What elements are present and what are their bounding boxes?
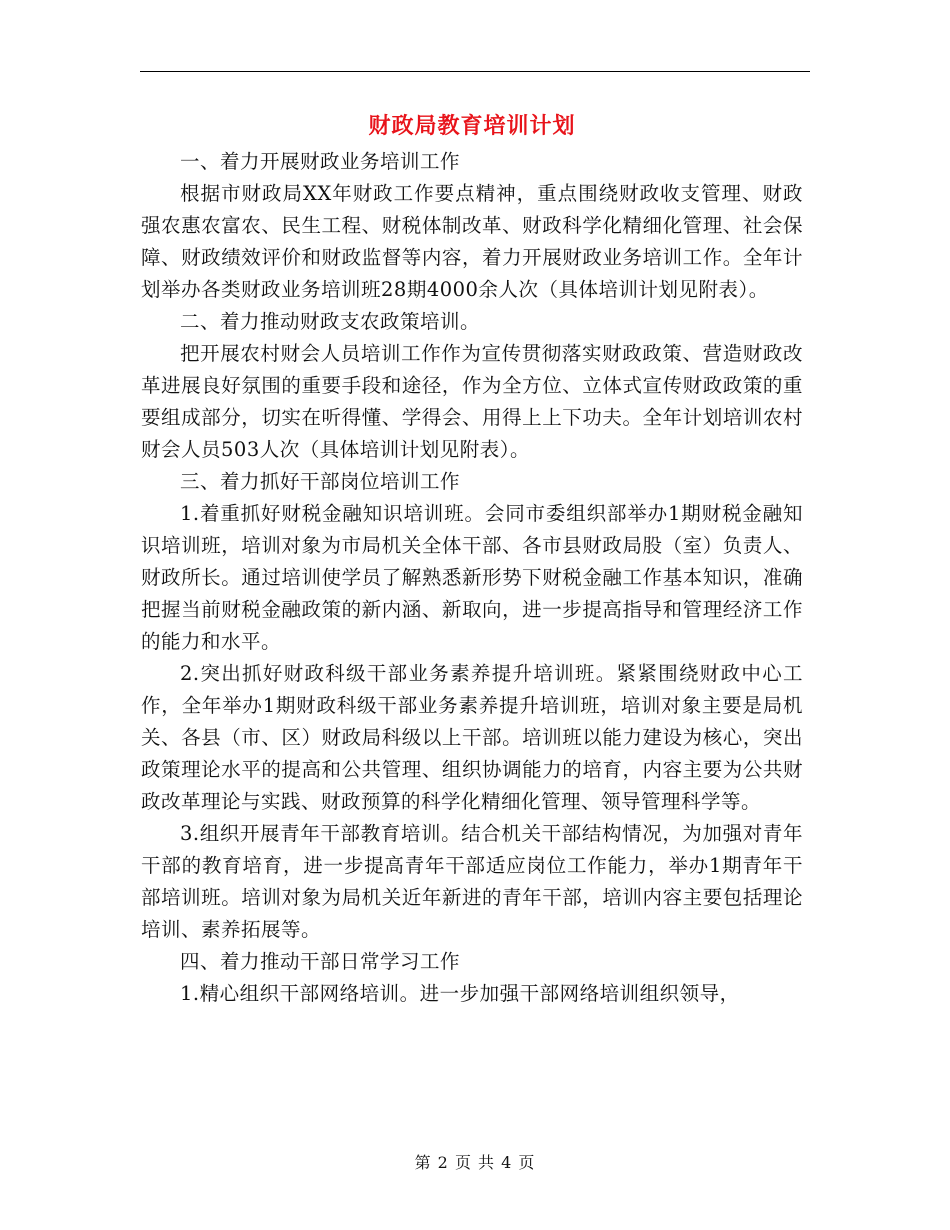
section-heading-4: 四、着力推动干部日常学习工作	[180, 950, 461, 973]
section-heading-2: 二、着力推动财政支农政策培训。	[180, 310, 481, 333]
paragraph-4-1: 1.精心组织干部网络培训。进一步加强干部网络培训组织领导，	[180, 982, 740, 1005]
page-number: 第 2 页 共 4 页	[414, 1153, 536, 1172]
paragraph-1: 根据市财政局XX年财政工作要点精神，重点围绕财政收支管理、财政强农惠农富农、民生工程、财税体制改革、财政科学化精细化管理、社会保障、财政绩效评价和财政监督等内容，着力开展财政业务培训工作。全年计划举办各类财政业务培训班28期4000余人次（具体培训计划见附表）。	[141, 182, 803, 301]
document-title: 财政局教育培训计划	[368, 113, 576, 139]
paragraph-3-1: 1.着重抓好财税金融知识培训班。会同市委组织部举办1期财税金融知识培训班，培训对象为市局机关全体干部、各市县财政局股（室）负责人、财政所长。通过培训使学员了解熟悉新形势下财税金融工作基本知识，准确把握当前财税金融政策的新内涵、新取向，进一步提高指导和管理经济工作的能力和水平。	[141, 502, 803, 653]
paragraph-2: 把开展农村财会人员培训工作作为宣传贯彻落实财政政策、营造财政改革进展良好氛围的重要手段和途径，作为全方位、立体式宣传财政政策的重要组成部分，切实在听得懂、学得会、用得上上下功夫。全年计划培训农村财会人员503人次（具体培训计划见附表）。	[141, 342, 803, 461]
section-heading-3: 三、着力抓好干部岗位培训工作	[180, 470, 461, 493]
paragraph-3-2: 2.突出抓好财政科级干部业务素养提升培训班。紧紧围绕财政中心工作，全年举办1期财政科级干部业务素养提升培训班，培训对象主要是局机关、各县（市、区）财政局科级以上干部。培训班以能力建设为核心，突出政策理论水平的提高和公共管理、组织协调能力的培育，内容主要为公共财政改革理论与实践、财政预算的科学化精细化管理、领导管理科学等。	[141, 662, 803, 813]
header-rule	[140, 71, 810, 72]
paragraph-3-3: 3.组织开展青年干部教育培训。结合机关干部结构情况，为加强对青年干部的教育培育，进一步提高青年干部适应岗位工作能力，举办1期青年干部培训班。培训对象为局机关近年新进的青年干部，培训内容主要包括理论培训、素养拓展等。	[141, 822, 803, 941]
document-body	[141, 106, 803, 1010]
section-heading-1: 一、着力开展财政业务培训工作	[180, 150, 461, 173]
